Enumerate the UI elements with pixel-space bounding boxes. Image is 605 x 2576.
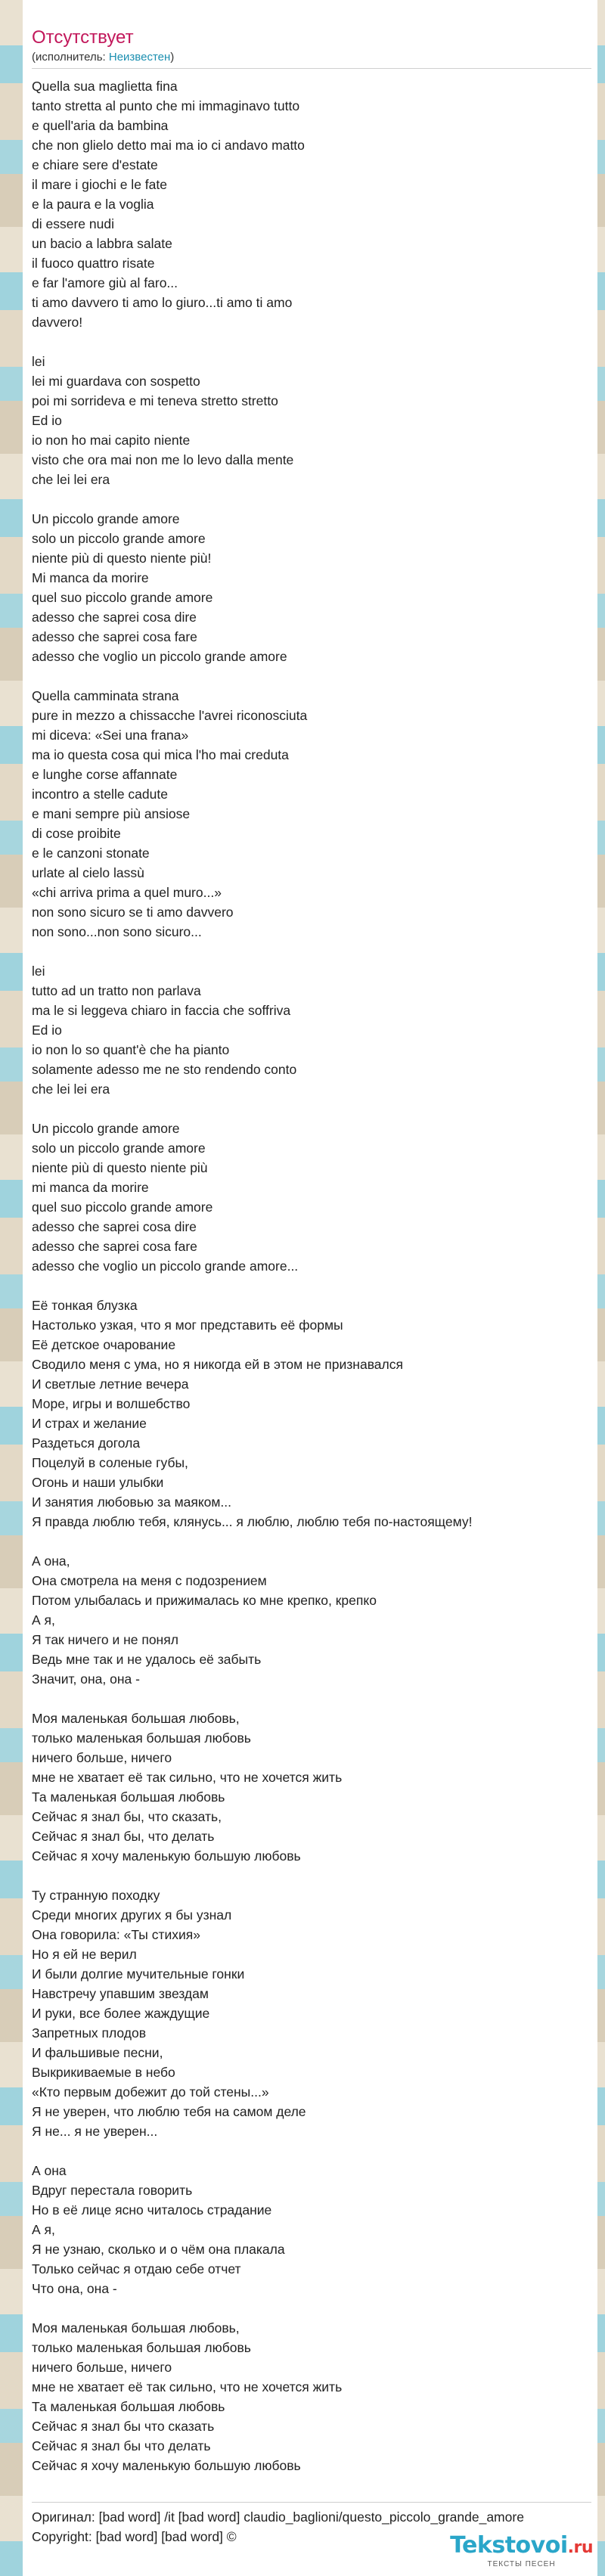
lyric-line: ничего больше, ничего	[32, 2360, 172, 2375]
lyric-line: niente più di questo niente più!	[32, 551, 212, 566]
lyric-line: Сейчас я знал бы что делать	[32, 2438, 211, 2453]
lyric-line: Выкрикиваемые в небо	[32, 2065, 175, 2080]
lyric-line: Ed io	[32, 413, 62, 428]
lyric-line: Сейчас я знал бы что сказать	[32, 2419, 215, 2434]
meta-prefix: (исполнитель:	[32, 51, 109, 64]
lyric-line: lei mi guardava con sospetto	[32, 374, 200, 389]
artist-link[interactable]: Неизвестен	[108, 51, 171, 64]
logo-tagline: ТЕКСТЫ ПЕСЕН	[487, 2560, 556, 2568]
lyric-line: А она,	[32, 1553, 70, 1569]
meta-suffix: )	[170, 51, 175, 64]
lyrics-stanza	[32, 961, 591, 1099]
lyric-line: Un piccolo grande amore	[32, 1121, 180, 1136]
lyric-line: e quell'aria da bambina	[32, 118, 169, 133]
lyric-line: e lunghe corse affannate	[32, 767, 178, 782]
lyric-line: Что она, она -	[32, 2281, 117, 2296]
lyric-line: solo un piccolo grande amore	[32, 1141, 206, 1156]
lyric-line: quel suo piccolo grande amore	[32, 590, 213, 605]
lyric-line: niente più di questo niente più	[32, 1160, 208, 1175]
lyric-line: только маленькая большая любовь	[32, 2340, 251, 2355]
lyric-line: non sono...non sono sicuro...	[32, 924, 202, 939]
lyrics-stanza	[32, 352, 591, 489]
lyric-line: И руки, все более жаждущие	[32, 2006, 210, 2021]
lyric-line: А она	[32, 2163, 67, 2178]
lyric-line: Значит, она, она -	[32, 1671, 140, 1687]
lyrics-stanza	[32, 686, 591, 942]
lyric-line: non sono sicuro se ti amo davvero	[32, 905, 234, 920]
lyric-line: И страх и желание	[32, 1416, 147, 1431]
lyric-line: Я не... я не уверен...	[32, 2124, 158, 2139]
lyric-line: tutto ad un tratto non parlava	[32, 983, 201, 998]
lyric-line: di essere nudi	[32, 216, 114, 231]
lyrics-stanza	[32, 1119, 591, 1276]
lyric-line: adesso che saprei cosa dire	[32, 1219, 197, 1234]
lyric-line: che lei lei era	[32, 1082, 110, 1097]
lyric-line: Ту странную походку	[32, 1888, 160, 1903]
lyric-line: Море, игры и волшебство	[32, 1396, 191, 1411]
lyric-line: visto che ora mai non me lo levo dalla mente	[32, 452, 294, 467]
lyric-line: Она смотрела на меня с подозрением	[32, 1573, 267, 1588]
lyric-line: davvero!	[32, 315, 83, 330]
lyric-line: Только сейчас я отдаю себе отчет	[32, 2261, 241, 2277]
lyric-line: tanto stretta al punto che mi immaginavo tutto	[32, 98, 300, 113]
lyric-line: только маленькая большая любовь	[32, 1730, 251, 1746]
lyric-line: Настолько узкая, что я мог представить её формы	[32, 1317, 343, 1333]
lyrics-card	[23, 0, 597, 2576]
lyric-line: Потом улыбалась и прижималась ко мне крепко, крепко	[32, 1593, 377, 1608]
lyric-line: Я не узнаю, сколько и о чём она плакала	[32, 2242, 285, 2257]
lyrics-stanza	[32, 2161, 591, 2298]
lyric-line: Она говорила: «Ты стихия»	[32, 1927, 200, 1942]
copyright-line: Copyright: [bad word] [bad word] ©	[32, 2529, 237, 2544]
song-title: Отсутствует	[32, 27, 134, 48]
lyric-line: mi diceva: «Sei una frana»	[32, 728, 189, 743]
lyric-line: il fuoco quattro risate	[32, 256, 155, 271]
lyrics-stanza	[32, 2318, 591, 2475]
lyric-line: Запретных плодов	[32, 2025, 147, 2041]
lyric-line: Та маленькая большая любовь	[32, 1789, 225, 1805]
lyric-line: il mare i giochi e le fate	[32, 177, 167, 192]
lyric-line: Я не уверен, что люблю тебя на самом деле	[32, 2104, 306, 2119]
lyric-line: Quella camminata strana	[32, 688, 179, 703]
lyric-line: Поцелуй в соленые губы,	[32, 1455, 188, 1470]
lyric-line: А я,	[32, 2222, 55, 2237]
lyric-line: Огонь и наши улыбки	[32, 1475, 164, 1490]
lyric-line: Моя маленькая большая любовь,	[32, 2320, 240, 2335]
lyric-line: di cose proibite	[32, 826, 121, 841]
lyric-line: adesso che voglio un piccolo grande amore	[32, 649, 287, 664]
lyrics-stanza	[32, 509, 591, 666]
lyric-line: e far l'amore giù al faro...	[32, 275, 178, 290]
lyrics-body	[32, 76, 591, 2475]
lyric-line: И светлые летние вечера	[32, 1376, 189, 1392]
lyric-line: И занятия любовью за маяком...	[32, 1494, 232, 1510]
lyric-line: мне не хватает её так сильно, что не хочется жить	[32, 2379, 343, 2394]
site-logo[interactable]	[450, 2534, 593, 2568]
lyric-line: io non ho mai capito niente	[32, 433, 191, 448]
lyric-line: incontro a stelle cadute	[32, 787, 168, 802]
lyric-line: Quella sua maglietta fina	[32, 79, 178, 94]
lyric-line: Ed io	[32, 1023, 62, 1038]
lyrics-stanza	[32, 1551, 591, 1689]
lyric-line: Но я ей не верил	[32, 1947, 137, 1962]
lyric-line: И были долгие мучительные гонки	[32, 1966, 245, 1982]
lyric-line: Её детское очарование	[32, 1337, 176, 1352]
lyric-line: «chi arriva prima a quel muro...»	[32, 885, 222, 900]
lyric-line: Un piccolo grande amore	[32, 511, 180, 526]
lyric-line: poi mi sorrideva e mi teneva stretto stretto	[32, 393, 278, 408]
original-source-line: Оригинал: [bad word] /it [bad word] claudio_baglioni/questo_piccolo_grande_amore	[32, 2509, 524, 2525]
lyric-line: Навстречу упавшим звездам	[32, 1986, 209, 2001]
lyric-line: ti amo davvero ti amo lo giuro...ti amo ti amo	[32, 295, 293, 310]
lyric-line: solo un piccolo grande amore	[32, 531, 206, 546]
lyric-line: Ведь мне так и не удалось её забыть	[32, 1652, 262, 1667]
lyric-line: quel suo piccolo grande amore	[32, 1200, 213, 1215]
lyric-line: e la paura e la voglia	[32, 197, 154, 212]
lyric-line: ma io questa cosa qui mica l'ho mai creduta	[32, 747, 289, 762]
lyrics-stanza	[32, 1296, 591, 1532]
lyric-line: Та маленькая большая любовь	[32, 2399, 225, 2414]
lyric-line: lei	[32, 354, 45, 369]
lyric-line: un bacio a labbra salate	[32, 236, 172, 251]
lyric-line: А я,	[32, 1612, 55, 1628]
lyrics-stanza	[32, 76, 591, 332]
lyric-line: adesso che saprei cosa fare	[32, 1239, 197, 1254]
logo-wordmark	[450, 2534, 593, 2560]
lyric-line: Сейчас я хочу маленькую большую любовь	[32, 2458, 301, 2473]
lyric-line: mi manca da morire	[32, 1180, 149, 1195]
lyric-line: adesso che saprei cosa fare	[32, 629, 197, 644]
lyric-line: e mani sempre più ansiose	[32, 806, 191, 821]
lyric-line: urlate al cielo lassù	[32, 865, 144, 880]
lyric-line: Я правда люблю тебя, клянусь... я люблю, люблю тебя по-настоящему!	[32, 1514, 473, 1529]
lyric-line: ничего больше, ничего	[32, 1750, 172, 1765]
lyric-line: pure in mezzo a chissacche l'avrei riconosciuta	[32, 708, 308, 723]
lyric-line: lei	[32, 964, 45, 979]
lyric-line: che non glielo detto mai ma io ci andavo matto	[32, 138, 305, 153]
lyric-line: Вдруг перестала говорить	[32, 2183, 193, 2198]
lyric-line: adesso che saprei cosa dire	[32, 610, 197, 625]
logo-tld: .ru	[567, 2538, 593, 2557]
lyric-line: adesso che voglio un piccolo grande amore...	[32, 1259, 299, 1274]
lyric-line: Но в её лице ясно читалось страдание	[32, 2202, 272, 2218]
lyric-line: Моя маленькая большая любовь,	[32, 1711, 240, 1726]
lyric-line: Сейчас я знал бы, что делать	[32, 1829, 215, 1844]
lyric-line: Я так ничего и не понял	[32, 1632, 178, 1647]
lyrics-stanza	[32, 1885, 591, 2141]
lyric-line: che lei lei era	[32, 472, 110, 487]
lyric-line: Среди многих других я бы узнал	[32, 1907, 232, 1923]
lyric-line: «Кто первым добежит до той стены...»	[32, 2084, 269, 2100]
lyric-line: Сводило меня с ума, но я никогда ей в этом не признавался	[32, 1357, 403, 1372]
lyric-line: Раздеться догола	[32, 1435, 141, 1451]
song-meta	[32, 50, 591, 69]
lyric-line: Сейчас я знал бы, что сказать,	[32, 1809, 222, 1824]
lyric-line: Mi manca da morire	[32, 570, 149, 585]
lyric-line: e chiare sere d'estate	[32, 157, 158, 172]
lyric-line: io non lo so quant'è che ha pianto	[32, 1042, 230, 1057]
lyric-line: Сейчас я хочу маленькую большую любовь	[32, 1848, 301, 1864]
logo-brand: Tekstovoi	[450, 2532, 568, 2559]
lyric-line: solamente adesso me ne sto rendendo conto	[32, 1062, 297, 1077]
lyric-line: И фальшивые песни,	[32, 2045, 163, 2060]
lyric-line: мне не хватает её так сильно, что не хочется жить	[32, 1770, 343, 1785]
lyric-line: ma le si leggeva chiaro in faccia che soffriva	[32, 1003, 291, 1018]
lyric-line: Её тонкая блузка	[32, 1298, 138, 1313]
lyrics-stanza	[32, 1709, 591, 1866]
lyric-line: e le canzoni stonate	[32, 846, 150, 861]
